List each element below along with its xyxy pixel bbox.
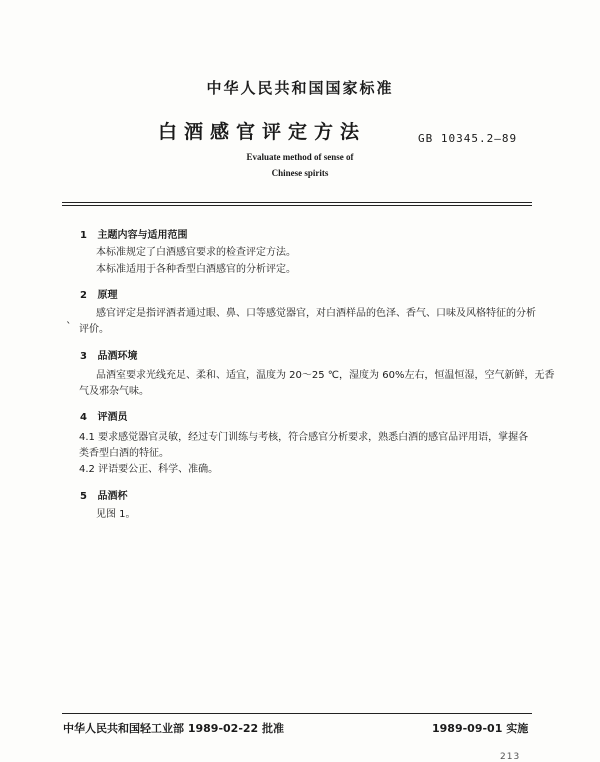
section-heading-3 [80,347,137,362]
section-number: 3 [80,351,87,362]
section-heading-5 [80,487,127,502]
section-number: 4 [80,412,87,423]
margin-mark: ˎ [66,311,72,324]
effective-date: 1989-09-01 实施 [432,722,529,735]
section-number: 1 [80,230,87,241]
section-title: 主题内容与适用范围 [97,230,188,241]
section-5-para-1: 见图 1。 [96,509,136,520]
section-1-para-1: 本标准规定了白酒感官要求的检查评定方法。 [96,247,296,258]
section-title: 品酒杯 [97,491,128,502]
section-heading-2 [80,286,117,301]
section-4-para-1: 4.1 要求感觉器官灵敏，经过专门训练与考核，符合感官分析要求，熟悉白酒的感官品评用语，掌握各 [79,432,529,443]
section-heading-1 [80,226,187,241]
standard-code: GB 10345.2—89 [418,132,518,145]
document-title: 白酒感官评定方法 [158,121,367,143]
section-4-para-2: 类香型白酒的特征。 [79,448,169,459]
section-2-para-2: 评价。 [79,324,109,335]
header-rule-top [62,202,532,203]
section-title: 原理 [97,290,118,301]
section-2-para-1: 感官评定是指评酒者通过眼、鼻、口等感觉器官，对白酒样品的色泽、香气、口味及风格特征的分析 [96,308,536,319]
page-number: 213 [500,752,521,762]
section-4-para-3: 4.2 评语要公正、科学、准确。 [79,464,219,475]
section-title: 品酒环境 [97,351,138,362]
section-3-para-2: 气及邪杂气味。 [79,386,149,397]
section-3-para-1: 品酒室要求光线充足、柔和、适宜，温度为 20～25 ℃，湿度为 60%左右，恒温恒湿，空气新鲜，无香 [96,370,555,381]
footer-rule [62,713,532,714]
english-title-line2: Chinese spirits [271,168,329,178]
english-title-line1: Evaluate method of sense of [246,152,354,162]
section-number: 2 [80,290,87,301]
section-number: 5 [80,491,87,502]
standard-title: 中华人民共和国国家标准 [206,79,394,97]
section-1-para-2: 本标准适用于各种香型白酒感官的分析评定。 [96,264,296,275]
section-heading-4 [80,408,127,423]
header-rule-bottom [62,205,532,206]
approval-line: 中华人民共和国轻工业部 1989-02-22 批准 [63,722,285,735]
section-title: 评酒员 [97,412,128,423]
